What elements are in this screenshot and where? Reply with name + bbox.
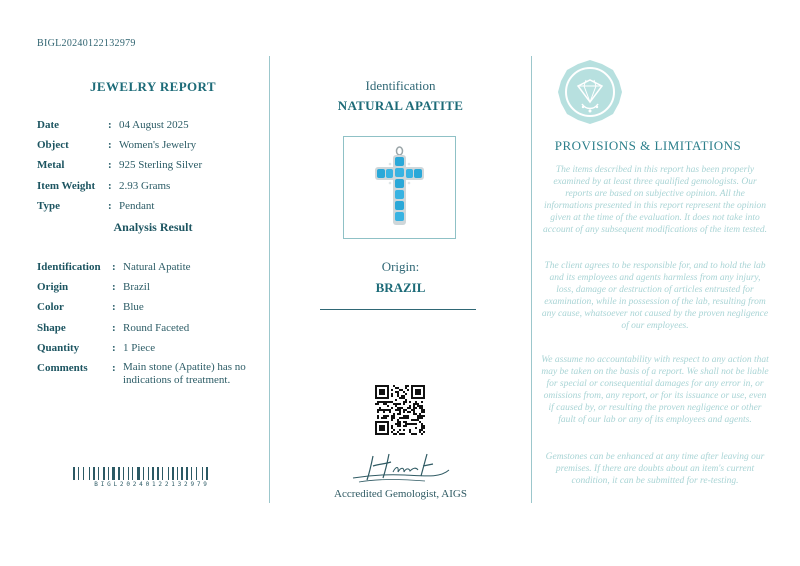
barcode-bar: [137, 467, 140, 480]
barcode-bar: [76, 467, 77, 480]
qr-code-icon: [375, 385, 425, 435]
barcode-bar: [91, 467, 92, 480]
barcode-bar: [152, 467, 154, 480]
barcode-bar: [155, 467, 156, 480]
provision-paragraph-4: Gemstones can be enhanced at any time after leaving our premises. If there are doubts about an item's current condition, it can be submitted for re-testing.: [545, 452, 765, 486]
report-title: JEWELRY REPORT: [90, 79, 216, 94]
barcode-bar: [184, 467, 185, 480]
barcode-bar: [125, 467, 127, 480]
barcode-bar: [145, 467, 147, 480]
barcode-bar: [148, 467, 149, 480]
barcode-bar: [189, 467, 190, 480]
field-type: Type : Pendant: [37, 199, 155, 212]
barcode: [73, 467, 231, 480]
barcode-bar: [191, 467, 192, 480]
report-id: BIGL20240122132979: [37, 38, 136, 49]
barcode-bar: [123, 467, 124, 480]
provisions-title: PROVISIONS & LIMITATIONS: [554, 138, 742, 153]
barcode-bar: [160, 467, 161, 480]
barcode-bar: [83, 467, 84, 480]
barcode-bar: [196, 467, 197, 480]
field-shape: Shape : Round Faceted: [37, 321, 190, 334]
signature: [345, 448, 455, 488]
field-quantity: Quantity : 1 Piece: [37, 341, 156, 354]
barcode-bar: [181, 467, 183, 480]
barcode-bar: [108, 467, 109, 480]
barcode-bar: [157, 467, 159, 480]
identification-label: Identification: [365, 78, 436, 93]
barcode-bar: [121, 467, 122, 480]
barcode-bar: [164, 467, 167, 480]
barcode-bar: [150, 467, 151, 480]
barcode-bar: [118, 467, 120, 480]
provision-paragraph-1: The items described in this report has been properly examined by at least three qualified gemologists. Our reports are based on subjective opinion. All the informations presented in this report represent the opinion given at the time of the evaluation. It does not take into account of any subsequent modifications of the item tested.: [542, 165, 767, 235]
barcode-bar: [168, 467, 169, 480]
barcode-bar: [93, 467, 95, 480]
provision-paragraph-3: We assume no accountability with respect to any action that may be taken on the basis of a report. We shall not be liable for special or consequential damages for any error in, or omissions from, any report, or for its issuance or use, even if caused by, or resulting the proven negligence or other fault of our lab or any of its employees and agents.: [541, 355, 769, 425]
barcode-bar: [198, 467, 201, 480]
item-details-table: [37, 115, 269, 216]
barcode-bar: [172, 467, 174, 480]
barcode-bar: [100, 467, 102, 480]
barcode-bar: [132, 467, 133, 480]
barcode-bar: [96, 467, 97, 480]
origin-label: Origin:: [381, 259, 420, 274]
analysis-heading: Analysis Result: [113, 220, 193, 234]
field-identification: Identification : Natural Apatite: [37, 261, 191, 273]
barcode-bar: [204, 467, 205, 480]
field-color: Color : Blue: [37, 301, 144, 314]
column-divider-right: [531, 56, 532, 503]
barcode-bar: [143, 467, 144, 480]
barcode-bar: [80, 467, 82, 480]
barcode-bar: [128, 467, 129, 480]
origin-value: BRAZIL: [375, 280, 426, 295]
barcode-bar: [116, 467, 117, 480]
barcode-bar: [186, 467, 188, 480]
barcode-bar: [78, 467, 79, 480]
barcode-bar: [110, 467, 111, 480]
field-date: Date : 04 August 2025: [37, 119, 189, 131]
barcode-bar: [206, 467, 208, 480]
field-origin: Origin : Brazil: [37, 281, 150, 294]
barcode-bar: [106, 467, 107, 480]
barcode-text: BIGL20240122132979: [94, 481, 210, 488]
origin-underline: [320, 309, 476, 310]
barcode-bar: [134, 467, 136, 480]
field-metal: Metal : 925 Sterling Silver: [37, 159, 203, 172]
identification-value: NATURAL APATITE: [337, 98, 464, 113]
barcode-bar: [193, 467, 195, 480]
barcode-bar: [141, 467, 142, 480]
pendant-photo: [343, 136, 456, 239]
field-comments: Comments : Main stone (Apatite) has no indications of treatment.: [37, 361, 246, 387]
gemologist-credential: Accredited Gemologist, AIGS: [334, 488, 467, 500]
barcode-bar: [175, 467, 176, 480]
barcode-bar: [89, 467, 90, 480]
provision-paragraph-2: The client agrees to be responsible for, and to hold the lab and its employees and agents harmless from any injury, loss, damage or destruction of articles entrusted for examination, while in possession of the lab, resulting from any cause, whatsoever not caused by the proven negligence of our employees.: [541, 261, 769, 331]
barcode-bar: [170, 467, 171, 480]
field-item-weight: Item Weight : 2.93 Grams: [37, 179, 171, 192]
barcode-bar: [179, 467, 180, 480]
field-object: Object : Women's Jewelry: [37, 139, 197, 152]
analysis-table: [37, 257, 269, 387]
lab-seal-icon: [556, 58, 624, 126]
barcode-bar: [103, 467, 105, 480]
barcode-bar: [85, 467, 88, 480]
barcode-bar: [162, 467, 163, 480]
barcode-bar: [130, 467, 131, 480]
barcode-bar: [112, 467, 115, 480]
barcode-bar: [202, 467, 203, 480]
barcode-bar: [98, 467, 99, 480]
barcode-bar: [177, 467, 178, 480]
barcode-bar: [73, 467, 75, 480]
